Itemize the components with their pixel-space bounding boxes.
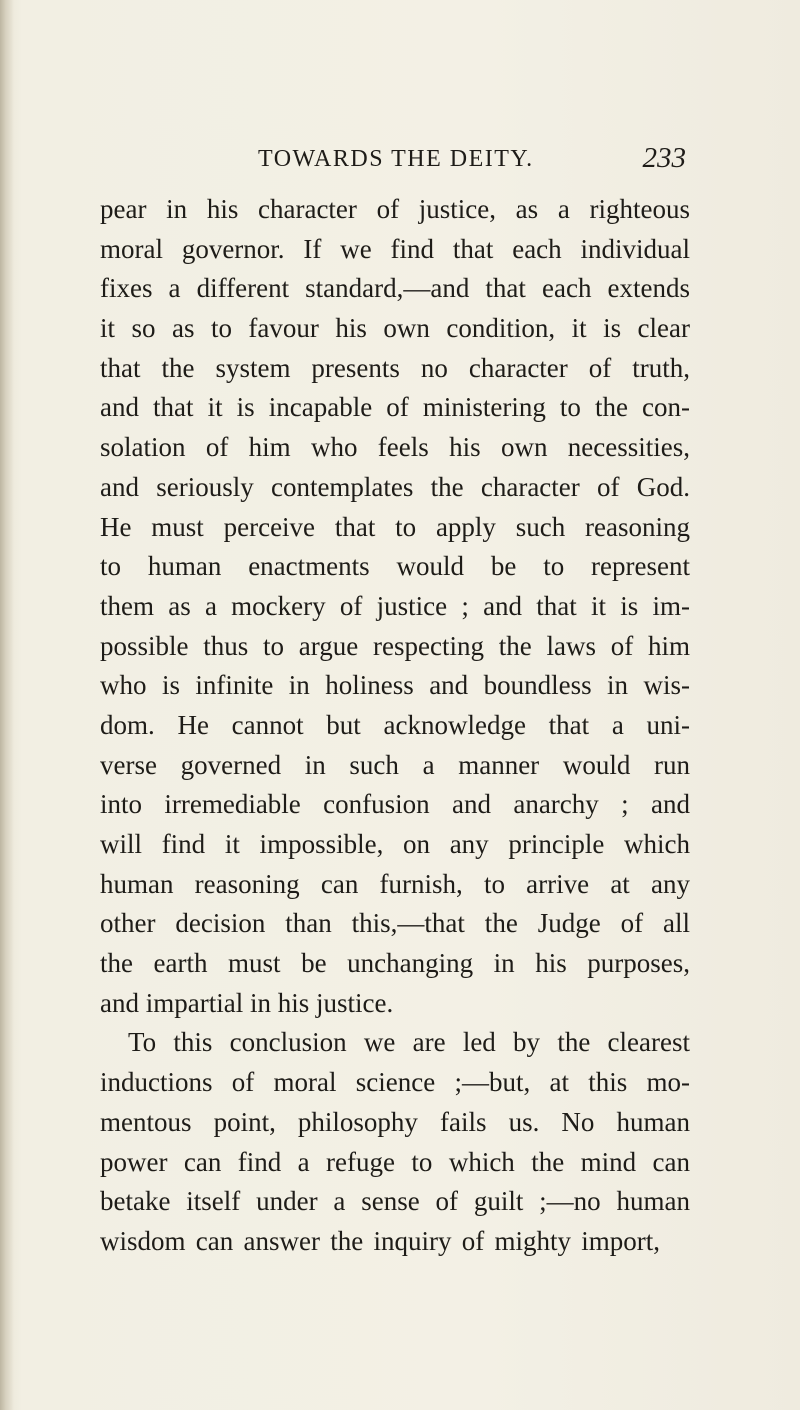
text-line: verse governed in such a manner would run <box>100 749 690 780</box>
running-head: TOWARDS THE DEITY. <box>258 146 534 172</box>
text-line: into irremediable confusion and anarchy ; and <box>100 789 690 820</box>
text-line: that the system presents no character of truth, <box>100 352 690 383</box>
text-line: who is infinite in holiness and boundless in wis- <box>100 670 690 701</box>
paragraph-start-line: To this conclusion we are led by the clearest <box>128 1027 690 1058</box>
text-line: inductions of moral science ;—but, at this mo- <box>100 1067 690 1098</box>
text-line: will find it impossible, on any principle which <box>100 829 690 859</box>
page-number: 233 <box>642 142 686 174</box>
text-line: mentous point, philosophy fails us. No human <box>100 1106 690 1137</box>
page-header <box>258 142 686 182</box>
text-line: wisdom can answer the inquiry of mighty import, <box>100 1225 660 1256</box>
text-line: He must perceive that to apply such reasoning <box>100 511 690 542</box>
text-line: possible thus to argue respecting the laws of him <box>100 630 690 661</box>
text-line: power can find a refuge to which the mind can <box>100 1146 690 1177</box>
text-line: solation of him who feels his own necessities, <box>100 432 690 463</box>
body-text <box>100 190 690 1262</box>
text-line: fixes a different standard,—and that each extends <box>100 273 690 304</box>
text-line: human reasoning can furnish, to arrive at any <box>100 868 690 899</box>
text-line: the earth must be unchanging in his purposes, <box>100 948 690 979</box>
paragraph-end-line: and impartial in his justice. <box>100 987 394 1018</box>
text-line: moral governor. If we find that each individual <box>100 233 690 264</box>
text-line: and that it is incapable of ministering to the con- <box>100 392 690 423</box>
text-line: them as a mockery of justice ; and that it is im- <box>100 590 690 621</box>
text-line: other decision than this,—that the Judge of all <box>100 908 690 939</box>
text-line: it so as to favour his own condition, it is clear <box>100 313 690 344</box>
text-line: to human enactments would be to represent <box>100 551 690 582</box>
text-line: dom. He cannot but acknowledge that a uni- <box>100 709 690 740</box>
binding-shadow <box>0 0 14 1410</box>
text-line: pear in his character of justice, as a righteous <box>100 194 690 224</box>
text-line: betake itself under a sense of guilt ;—no human <box>100 1186 690 1217</box>
text-line: and seriously contemplates the character of God. <box>100 471 690 502</box>
